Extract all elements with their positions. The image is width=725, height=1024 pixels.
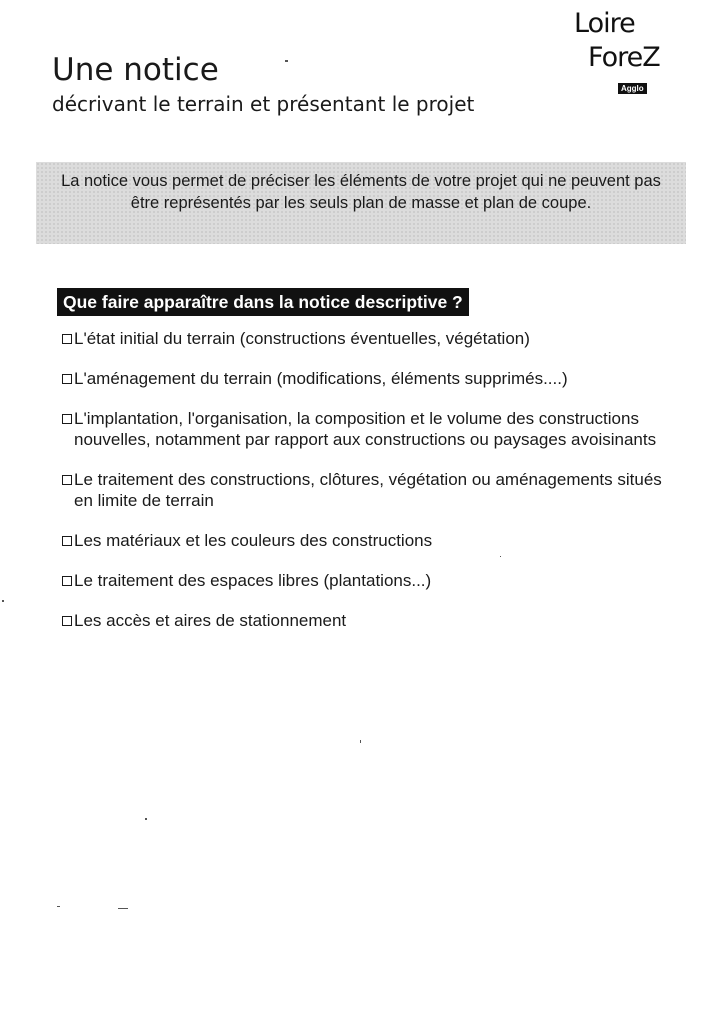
scan-speck — [360, 740, 361, 743]
scan-speck — [57, 906, 60, 907]
checkbox-icon — [62, 616, 72, 626]
page-subtitle: décrivant le terrain et présentant le projet — [52, 92, 475, 116]
checklist-item — [62, 469, 662, 511]
checklist-item — [62, 328, 662, 349]
scan-speck — [118, 908, 128, 909]
intro-box — [36, 162, 686, 244]
checklist-item-text: Le traitement des constructions, clôtures, végétation ou aménagements situés en limite de terrain — [74, 470, 662, 510]
checkbox-icon — [62, 414, 72, 424]
checklist — [62, 328, 662, 650]
checklist-item — [62, 408, 662, 450]
checklist-item — [62, 610, 662, 631]
checklist-item-text: Le traitement des espaces libres (plantations...) — [74, 571, 432, 590]
checklist-item-text: L'aménagement du terrain (modifications, éléments supprimés....) — [74, 369, 568, 388]
checkbox-icon — [62, 334, 72, 344]
logo-badge-agglo: Agglo — [618, 83, 647, 94]
loire-forez-logo — [574, 8, 698, 100]
checklist-item-text: L'état initial du terrain (constructions éventuelles, végétation) — [74, 329, 530, 348]
checkbox-icon — [62, 576, 72, 586]
page-title: Une notice — [52, 52, 219, 88]
logo-line-forez: ForeZ — [588, 42, 660, 73]
scan-speck — [500, 556, 501, 557]
logo-line-loire: Loire — [574, 8, 635, 39]
section-heading: Que faire apparaître dans la notice descriptive ? — [57, 288, 469, 316]
scan-speck — [145, 818, 147, 820]
intro-text: La notice vous permet de préciser les éléments de votre projet qui ne peuvent pas être représentés par les seuls plan de masse et plan de coupe. — [61, 172, 661, 212]
checkbox-icon — [62, 374, 72, 384]
checklist-item — [62, 530, 662, 551]
checklist-item — [62, 570, 662, 591]
scan-speck — [285, 60, 288, 62]
checklist-item-text: Les accès et aires de stationnement — [74, 611, 347, 630]
checklist-item — [62, 368, 662, 389]
checklist-item-text: Les matériaux et les couleurs des constructions — [74, 531, 433, 550]
checkbox-icon — [62, 475, 72, 485]
checklist-item-text: L'implantation, l'organisation, la composition et le volume des constructions nouvelles, notamment par rapport aux constructions ou paysages avoisinants — [74, 409, 657, 449]
checkbox-icon — [62, 536, 72, 546]
scan-speck — [2, 600, 4, 602]
